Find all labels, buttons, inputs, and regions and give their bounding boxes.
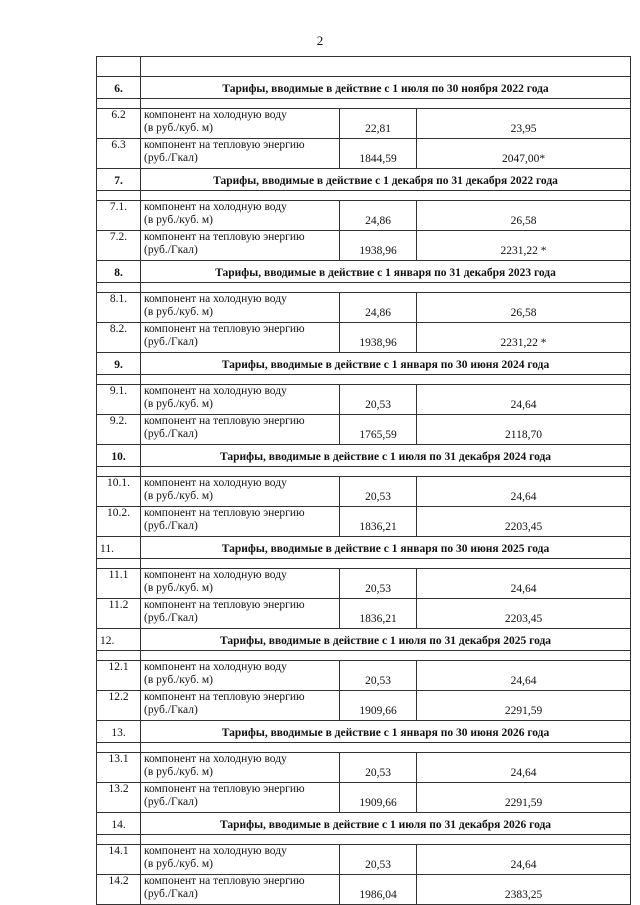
component-name-line: компонент на холодную воду [144, 753, 287, 765]
section-gap [97, 559, 631, 569]
section-gap-cell [97, 651, 141, 661]
page-number: 2 [316, 33, 324, 48]
item-number: 14.1 [97, 845, 141, 875]
tariff-value-1: 1836,21 [340, 507, 417, 537]
item-number: 7.1. [97, 201, 141, 231]
tariff-value-2: 2291,59 [417, 691, 631, 721]
tariff-value-1: 1909,66 [340, 691, 417, 721]
tariff-value-2: 23,95 [417, 109, 631, 139]
tariff-value-2: 2383,25 [417, 875, 631, 905]
tariff-value-2: 24,64 [417, 845, 631, 875]
table-row [97, 231, 631, 261]
item-number: 12.1 [97, 661, 141, 691]
section-title: Тарифы, вводимые в действие с 1 января по 31 декабря 2023 года [141, 261, 631, 283]
section-gap-cell [97, 99, 141, 109]
item-number: 12.2 [97, 691, 141, 721]
period-row [97, 721, 631, 743]
section-title: Тарифы, вводимые в действие с 1 июля по 31 декабря 2024 года [141, 445, 631, 467]
tariff-value-2: 24,64 [417, 385, 631, 415]
component-unit-line: (руб./Гкал) [144, 888, 198, 900]
section-gap-cell [97, 375, 141, 385]
tariff-value-2: 24,64 [417, 753, 631, 783]
component-name-line: компонент на тепловую энергию [144, 415, 305, 427]
section-gap-cell [141, 651, 631, 661]
water-component-name [141, 661, 340, 691]
section-number: 8. [97, 261, 141, 283]
tariff-value-1: 20,53 [340, 385, 417, 415]
period-row [97, 77, 631, 99]
period-row [97, 169, 631, 191]
component-name-line: компонент на тепловую энергию [144, 599, 305, 611]
section-number: 14. [97, 813, 141, 835]
section-gap-cell [141, 375, 631, 385]
tariff-value-1: 20,53 [340, 753, 417, 783]
water-component-name [141, 201, 340, 231]
item-number: 6.2 [97, 109, 141, 139]
component-name-line: компонент на тепловую энергию [144, 691, 305, 703]
section-gap-cell [141, 835, 631, 845]
water-component-name [141, 293, 340, 323]
heat-component-name [141, 139, 340, 169]
tariff-value-1: 1836,21 [340, 599, 417, 629]
tariff-value-2: 26,58 [417, 201, 631, 231]
item-number: 11.1 [97, 569, 141, 599]
item-number: 14.2 [97, 875, 141, 905]
component-name-line: компонент на холодную воду [144, 661, 287, 673]
component-name-line: компонент на тепловую энергию [144, 875, 305, 887]
section-gap [97, 835, 631, 845]
section-gap-cell [97, 191, 141, 201]
table-row [97, 201, 631, 231]
component-unit-line: (руб./Гкал) [144, 336, 198, 348]
section-number: 12. [97, 629, 141, 651]
item-number: 6.3 [97, 139, 141, 169]
tariff-value-1: 1844,59 [340, 139, 417, 169]
table-row [97, 569, 631, 599]
section-gap [97, 651, 631, 661]
table-row [97, 845, 631, 875]
component-name-line: компонент на тепловую энергию [144, 783, 305, 795]
tariff-value-1: 1938,96 [340, 231, 417, 261]
component-unit-line: (в руб./куб. м) [144, 214, 213, 226]
component-name-line: компонент на тепловую энергию [144, 507, 305, 519]
period-row [97, 353, 631, 375]
component-name-line: компонент на тепловую энергию [144, 139, 305, 151]
component-unit-line: (в руб./куб. м) [144, 582, 213, 594]
section-gap-cell [141, 743, 631, 753]
tariff-value-1: 20,53 [340, 661, 417, 691]
component-unit-line: (в руб./куб. м) [144, 398, 213, 410]
section-title: Тарифы, вводимые в действие с 1 июля по 31 декабря 2025 года [141, 629, 631, 651]
component-unit-line: (в руб./куб. м) [144, 674, 213, 686]
period-row [97, 445, 631, 467]
table-row [97, 323, 631, 353]
water-component-name [141, 477, 340, 507]
section-gap-cell [141, 99, 631, 109]
section-title: Тарифы, вводимые в действие с 1 декабря по 31 декабря 2022 года [141, 169, 631, 191]
table-row [97, 293, 631, 323]
section-title: Тарифы, вводимые в действие с 1 января по 30 июня 2024 года [141, 353, 631, 375]
item-number: 9.2. [97, 415, 141, 445]
section-number: 7. [97, 169, 141, 191]
table-row [97, 385, 631, 415]
item-number: 8.1. [97, 293, 141, 323]
table-top-spacer [97, 57, 631, 77]
tariff-value-2: 2203,45 [417, 507, 631, 537]
tariff-value-1: 24,86 [340, 201, 417, 231]
water-component-name [141, 569, 340, 599]
tariff-value-2: 24,64 [417, 477, 631, 507]
section-gap-cell [97, 835, 141, 845]
component-name-line: компонент на тепловую энергию [144, 323, 305, 335]
heat-component-name [141, 691, 340, 721]
component-unit-line: (руб./Гкал) [144, 796, 198, 808]
item-number: 10.2. [97, 507, 141, 537]
section-gap [97, 467, 631, 477]
section-title: Тарифы, вводимые в действие с 1 января по 30 июня 2025 года [141, 537, 631, 559]
tariff-value-1: 22,81 [340, 109, 417, 139]
table-row [97, 661, 631, 691]
section-gap-cell [97, 283, 141, 293]
tariff-value-2: 2047,00* [417, 139, 631, 169]
tariff-value-1: 20,53 [340, 477, 417, 507]
table-row [97, 691, 631, 721]
component-name-line: компонент на тепловую энергию [144, 231, 305, 243]
component-unit-line: (руб./Гкал) [144, 612, 198, 624]
component-name-line: компонент на холодную воду [144, 477, 287, 489]
table-top-spacer-cell [141, 57, 631, 77]
tariff-value-2: 2231,22 * [417, 231, 631, 261]
section-title: Тарифы, вводимые в действие с 1 июля по 31 декабря 2026 года [141, 813, 631, 835]
tariff-value-1: 24,86 [340, 293, 417, 323]
item-number: 13.2 [97, 783, 141, 813]
component-unit-line: (в руб./куб. м) [144, 858, 213, 870]
section-gap-cell [97, 559, 141, 569]
table-row [97, 783, 631, 813]
table-row [97, 875, 631, 905]
water-component-name [141, 753, 340, 783]
section-number: 13. [97, 721, 141, 743]
section-gap-cell [97, 743, 141, 753]
component-unit-line: (в руб./куб. м) [144, 766, 213, 778]
section-number: 9. [97, 353, 141, 375]
component-name-line: компонент на холодную воду [144, 385, 287, 397]
tariff-value-1: 1765,59 [340, 415, 417, 445]
component-unit-line: (в руб./куб. м) [144, 122, 213, 134]
tariff-value-1: 1986,04 [340, 875, 417, 905]
section-gap [97, 283, 631, 293]
component-name-line: компонент на холодную воду [144, 293, 287, 305]
table-row [97, 139, 631, 169]
tariff-value-1: 1909,66 [340, 783, 417, 813]
component-unit-line: (руб./Гкал) [144, 704, 198, 716]
heat-component-name [141, 323, 340, 353]
tariffs-table [96, 56, 631, 905]
section-gap [97, 191, 631, 201]
section-gap-cell [97, 467, 141, 477]
heat-component-name [141, 231, 340, 261]
table-row [97, 109, 631, 139]
section-gap [97, 743, 631, 753]
water-component-name [141, 845, 340, 875]
section-gap [97, 99, 631, 109]
section-number: 10. [97, 445, 141, 467]
component-unit-line: (руб./Гкал) [144, 428, 198, 440]
table-row [97, 599, 631, 629]
section-gap-cell [141, 191, 631, 201]
period-row [97, 261, 631, 283]
component-name-line: компонент на холодную воду [144, 201, 287, 213]
water-component-name [141, 109, 340, 139]
component-name-line: компонент на холодную воду [144, 845, 287, 857]
table-row [97, 507, 631, 537]
component-unit-line: (руб./Гкал) [144, 520, 198, 532]
tariff-value-2: 24,64 [417, 569, 631, 599]
section-title: Тарифы, вводимые в действие с 1 января по 30 июня 2026 года [141, 721, 631, 743]
heat-component-name [141, 599, 340, 629]
component-name-line: компонент на холодную воду [144, 569, 287, 581]
section-gap-cell [141, 467, 631, 477]
component-unit-line: (в руб./куб. м) [144, 490, 213, 502]
tariff-value-2: 2231,22 * [417, 323, 631, 353]
section-title: Тарифы, вводимые в действие с 1 июля по 30 ноября 2022 года [141, 77, 631, 99]
tariffs-table-body [97, 57, 631, 905]
heat-component-name [141, 415, 340, 445]
section-gap-cell [141, 283, 631, 293]
component-unit-line: (руб./Гкал) [144, 152, 198, 164]
heat-component-name [141, 507, 340, 537]
component-unit-line: (руб./Гкал) [144, 244, 198, 256]
component-name-line: компонент на холодную воду [144, 109, 287, 121]
heat-component-name [141, 783, 340, 813]
table-top-spacer-cell [97, 57, 141, 77]
tariff-value-2: 2118,70 [417, 415, 631, 445]
item-number: 9.1. [97, 385, 141, 415]
item-number: 7.2. [97, 231, 141, 261]
tariff-value-1: 20,53 [340, 569, 417, 599]
period-row [97, 537, 631, 559]
period-row [97, 813, 631, 835]
section-number: 6. [97, 77, 141, 99]
tariff-value-2: 24,64 [417, 661, 631, 691]
tariff-value-2: 2203,45 [417, 599, 631, 629]
tariff-value-2: 26,58 [417, 293, 631, 323]
water-component-name [141, 385, 340, 415]
section-gap-cell [141, 559, 631, 569]
section-gap [97, 375, 631, 385]
heat-component-name [141, 875, 340, 905]
item-number: 11.2 [97, 599, 141, 629]
table-row [97, 753, 631, 783]
period-row [97, 629, 631, 651]
tariff-value-1: 1938,96 [340, 323, 417, 353]
item-number: 13.1 [97, 753, 141, 783]
item-number: 10.1. [97, 477, 141, 507]
tariff-value-2: 2291,59 [417, 783, 631, 813]
item-number: 8.2. [97, 323, 141, 353]
section-number: 11. [97, 537, 141, 559]
component-unit-line: (в руб./куб. м) [144, 306, 213, 318]
table-row [97, 477, 631, 507]
table-row [97, 415, 631, 445]
tariff-value-1: 20,53 [340, 845, 417, 875]
